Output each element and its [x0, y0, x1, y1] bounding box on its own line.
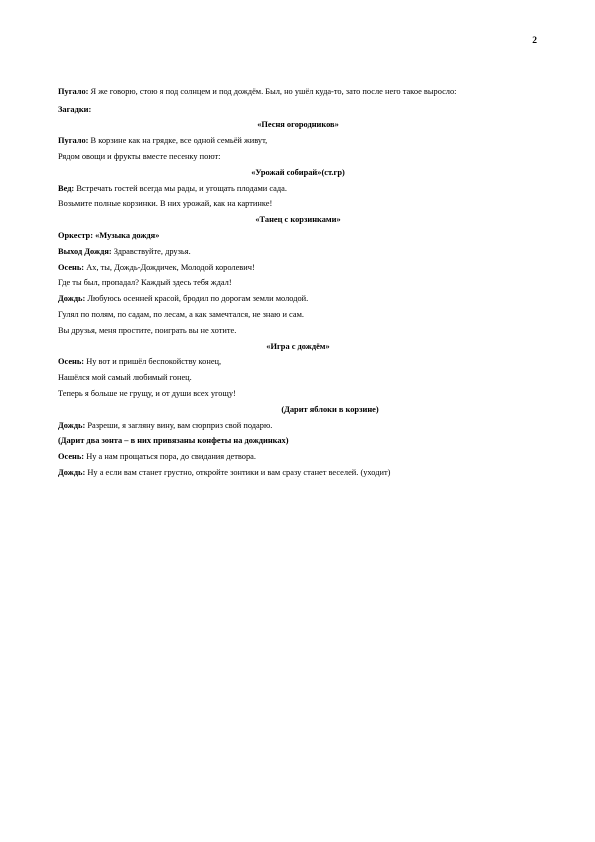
speaker-label: Выход Дождя:: [58, 246, 112, 256]
speaker-label: Осень:: [58, 262, 85, 272]
text-line: [58, 354, 538, 370]
text-line: [58, 307, 538, 323]
text-line: [58, 133, 538, 149]
line-text: Теперь я больше не грущу, и от души всех угощу!: [58, 388, 236, 398]
speaker-label: Осень:: [58, 452, 85, 462]
line-text: Где ты был, пропадал? Каждый здесь тебя ждал!: [58, 278, 232, 288]
text-line: [58, 418, 538, 434]
line-text: В корзине как на грядке, все одной семьёй живут,: [88, 136, 268, 146]
line-text: Разреши, я загляну вину, вам сюрприз свой подарю.: [85, 420, 273, 430]
speaker-label: Оркестр:: [58, 230, 93, 240]
text-line: [58, 291, 538, 307]
line-text: Ну а нам прощаться пора, до свидания детвора.: [84, 452, 256, 462]
line-text: Любуюсь осенней красой, бродил по дорогам земли молодой.: [85, 294, 309, 304]
line-text: Здравствуйте, друзья.: [111, 246, 191, 256]
speaker-label: Осень:: [58, 357, 85, 367]
text-line: [58, 196, 538, 212]
speaker-label: Пугало:: [58, 87, 89, 96]
line-text: Нашёлся мой самый любимый гонец.: [58, 373, 192, 383]
text-line: [58, 449, 538, 465]
line-text: Ах, ты, Дождь-Дождичек, Молодой королевич!: [84, 262, 255, 272]
section-heading: «Песня огородников»: [257, 120, 339, 130]
stage-direction: (Дарит яблоки в корзине): [281, 404, 379, 414]
section-heading: «Урожай собирай»(ст.гр): [251, 167, 345, 177]
section-heading: «Танец с корзинками»: [255, 215, 341, 225]
line-text: Ну а если вам станет грустно, откройте зонтики и вам сразу станет веселей. (уходит): [85, 467, 391, 477]
line-text: Встречать гостей всегда мы рады, и угощать плодами сада.: [74, 183, 287, 193]
section-heading: «Игра с дождём»: [266, 341, 330, 351]
text-line: [58, 386, 538, 402]
text-line: [58, 228, 538, 244]
page-number: 2: [532, 36, 537, 46]
text-line: [58, 149, 538, 165]
document-body: [58, 86, 538, 481]
line-text: Ну вот и пришёл беспокойству конец,: [84, 357, 222, 367]
text-line: [58, 102, 538, 118]
line-text: Возьмите полные корзинки. В них урожай, как на картинке!: [58, 199, 273, 209]
line-text: Вы друзья, меня простите, поиграть вы не хотите.: [58, 325, 237, 335]
speaker-label: Вед:: [58, 183, 75, 193]
text-line: [58, 323, 538, 339]
text-line: [58, 181, 538, 197]
line-text: (Дарит два зонта – в них привязаны конфеты на дождинках): [58, 436, 289, 446]
line-text: Рядом овощи и фрукты вместе песенку поют:: [58, 151, 221, 161]
line-text: «Музыка дождя»: [93, 230, 160, 240]
text-line: [58, 370, 538, 386]
speaker-label: Дождь:: [58, 420, 86, 430]
text-line: [58, 465, 538, 481]
text-line: [58, 275, 538, 291]
text-line: [58, 86, 538, 99]
speaker-label: Дождь:: [58, 294, 86, 304]
speaker-label: Дождь:: [58, 467, 86, 477]
speaker-label: Загадки:: [58, 104, 92, 114]
stage-direction-line: [58, 433, 538, 449]
text-line: [58, 260, 538, 276]
line-text: Я же говорю, стою я под солнцем и под дождём. Был, но ушёл куда-то, зато после него такое выросло:: [88, 87, 457, 96]
speaker-label: Пугало:: [58, 136, 89, 146]
line-text: Гулял по полям, по садам, по лесам, а как замечтался, не знаю и сам.: [58, 309, 304, 319]
text-line: [58, 244, 538, 260]
